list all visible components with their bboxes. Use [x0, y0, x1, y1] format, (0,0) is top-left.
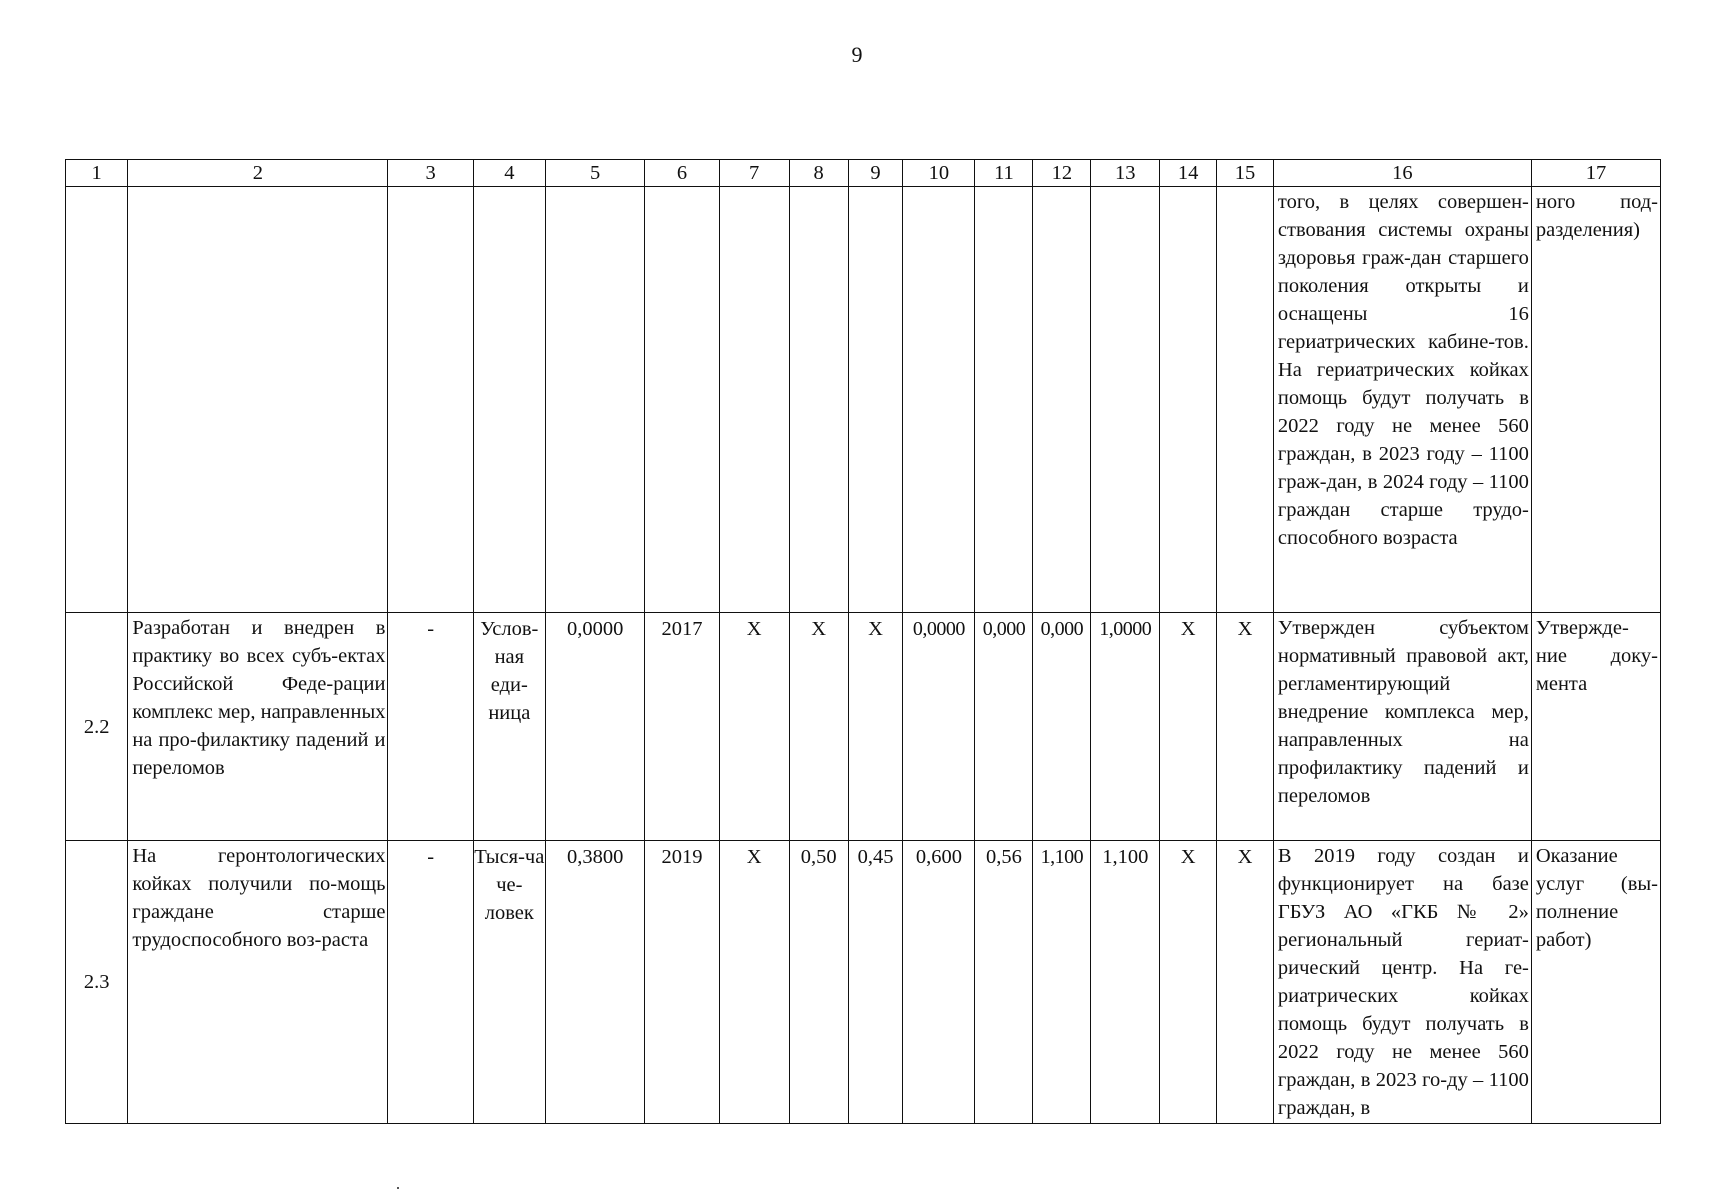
- column-header: 5: [545, 160, 644, 187]
- cell: [848, 187, 903, 613]
- column-header: 2: [128, 160, 388, 187]
- cell: [473, 187, 545, 613]
- table-row: [66, 613, 1661, 841]
- cell: X: [848, 613, 903, 841]
- column-header: 7: [719, 160, 789, 187]
- cell: 1,100: [1033, 841, 1091, 1124]
- cell: X: [1160, 613, 1217, 841]
- cell: 1,0000: [1091, 613, 1160, 841]
- cell: [1160, 187, 1217, 613]
- cell-result-type: ного под-разделения): [1531, 187, 1660, 613]
- cell-description: Утвержден субъектом нормативный правовой акт, регламентирующий внедрение комплекса мер, направленных на профилактику падений и переломов: [1273, 613, 1531, 841]
- column-header: 8: [789, 160, 848, 187]
- cell: [388, 187, 473, 613]
- table-row: [66, 187, 1661, 613]
- scan-speck: [397, 1187, 399, 1189]
- table-header-row: [66, 160, 1661, 187]
- cell: 0,0000: [545, 613, 644, 841]
- cell: 2017: [645, 613, 719, 841]
- column-header: 13: [1091, 160, 1160, 187]
- cell: 0,0000: [903, 613, 975, 841]
- cell: [1091, 187, 1160, 613]
- cell: 0,3800: [545, 841, 644, 1124]
- cell-number: 2.3: [66, 841, 128, 1124]
- cell: X: [719, 841, 789, 1124]
- cell: 0,45: [848, 841, 903, 1124]
- cell: X: [789, 613, 848, 841]
- page-number: 9: [851, 42, 863, 67]
- column-header: 14: [1160, 160, 1217, 187]
- cell-text: [128, 187, 388, 613]
- table-row: [66, 841, 1661, 1124]
- column-header: 1: [66, 160, 128, 187]
- column-header: 6: [645, 160, 719, 187]
- cell: [789, 187, 848, 613]
- cell: 0,56: [975, 841, 1033, 1124]
- column-header: 10: [903, 160, 975, 187]
- column-header: 9: [848, 160, 903, 187]
- cell-text: Разработан и внедрен в практику во всех субъ-ектах Российской Феде-рации комплекс мер, направленных на про-филактику падений и переломов: [128, 613, 388, 841]
- cell-unit: Тыся-ча че-ловек: [473, 841, 545, 1124]
- cell: 1,100: [1091, 841, 1160, 1124]
- cell: -: [388, 613, 473, 841]
- column-header: 12: [1033, 160, 1091, 187]
- cell: X: [1217, 841, 1274, 1124]
- cell: 2019: [645, 841, 719, 1124]
- column-header: 11: [975, 160, 1033, 187]
- cell-result-type: Утвержде-ние доку-мента: [1531, 613, 1660, 841]
- cell: [975, 187, 1033, 613]
- cell: [1217, 187, 1274, 613]
- cell: X: [1160, 841, 1217, 1124]
- cell: 0,600: [903, 841, 975, 1124]
- cell: [719, 187, 789, 613]
- cell: X: [1217, 613, 1274, 841]
- cell-description: В 2019 году создан и функционирует на базе ГБУЗ АО «ГКБ № 2» региональный гериат-рический центр. На ге-риатрических койках помощь будут получать в 2022 году не менее 560 граждан, в 2023 го-ду – 1100 граждан, в: [1273, 841, 1531, 1124]
- data-table: [65, 159, 1661, 1124]
- column-header: 4: [473, 160, 545, 187]
- cell: 0,50: [789, 841, 848, 1124]
- cell-description: того, в целях совершен-ствования системы охраны здоровья граж-дан старшего поколения открыты и оснащены 16 гериатрических кабине-тов. На гериатрических койках помощь будут получать в 2022 году не менее 560 граждан, в 2023 году – 1100 граж-дан, в 2024 году – 1100 граждан старше трудо-способного возраста: [1273, 187, 1531, 613]
- cell-unit: Услов-ная еди-ница: [473, 613, 545, 841]
- column-header: 3: [388, 160, 473, 187]
- cell-result-type: Оказание услуг (вы-полнение работ): [1531, 841, 1660, 1124]
- cell: [645, 187, 719, 613]
- cell: -: [388, 841, 473, 1124]
- column-header: 16: [1273, 160, 1531, 187]
- cell-number: [66, 187, 128, 613]
- cell: X: [719, 613, 789, 841]
- cell: 0,000: [1033, 613, 1091, 841]
- cell: [545, 187, 644, 613]
- cell: 0,000: [975, 613, 1033, 841]
- cell-text: На геронтологических койках получили по-мощь граждане старше трудоспособного воз-раста: [128, 841, 388, 1124]
- column-header: 15: [1217, 160, 1274, 187]
- cell: [903, 187, 975, 613]
- column-header: 17: [1531, 160, 1660, 187]
- cell: [1033, 187, 1091, 613]
- cell-number: 2.2: [66, 613, 128, 841]
